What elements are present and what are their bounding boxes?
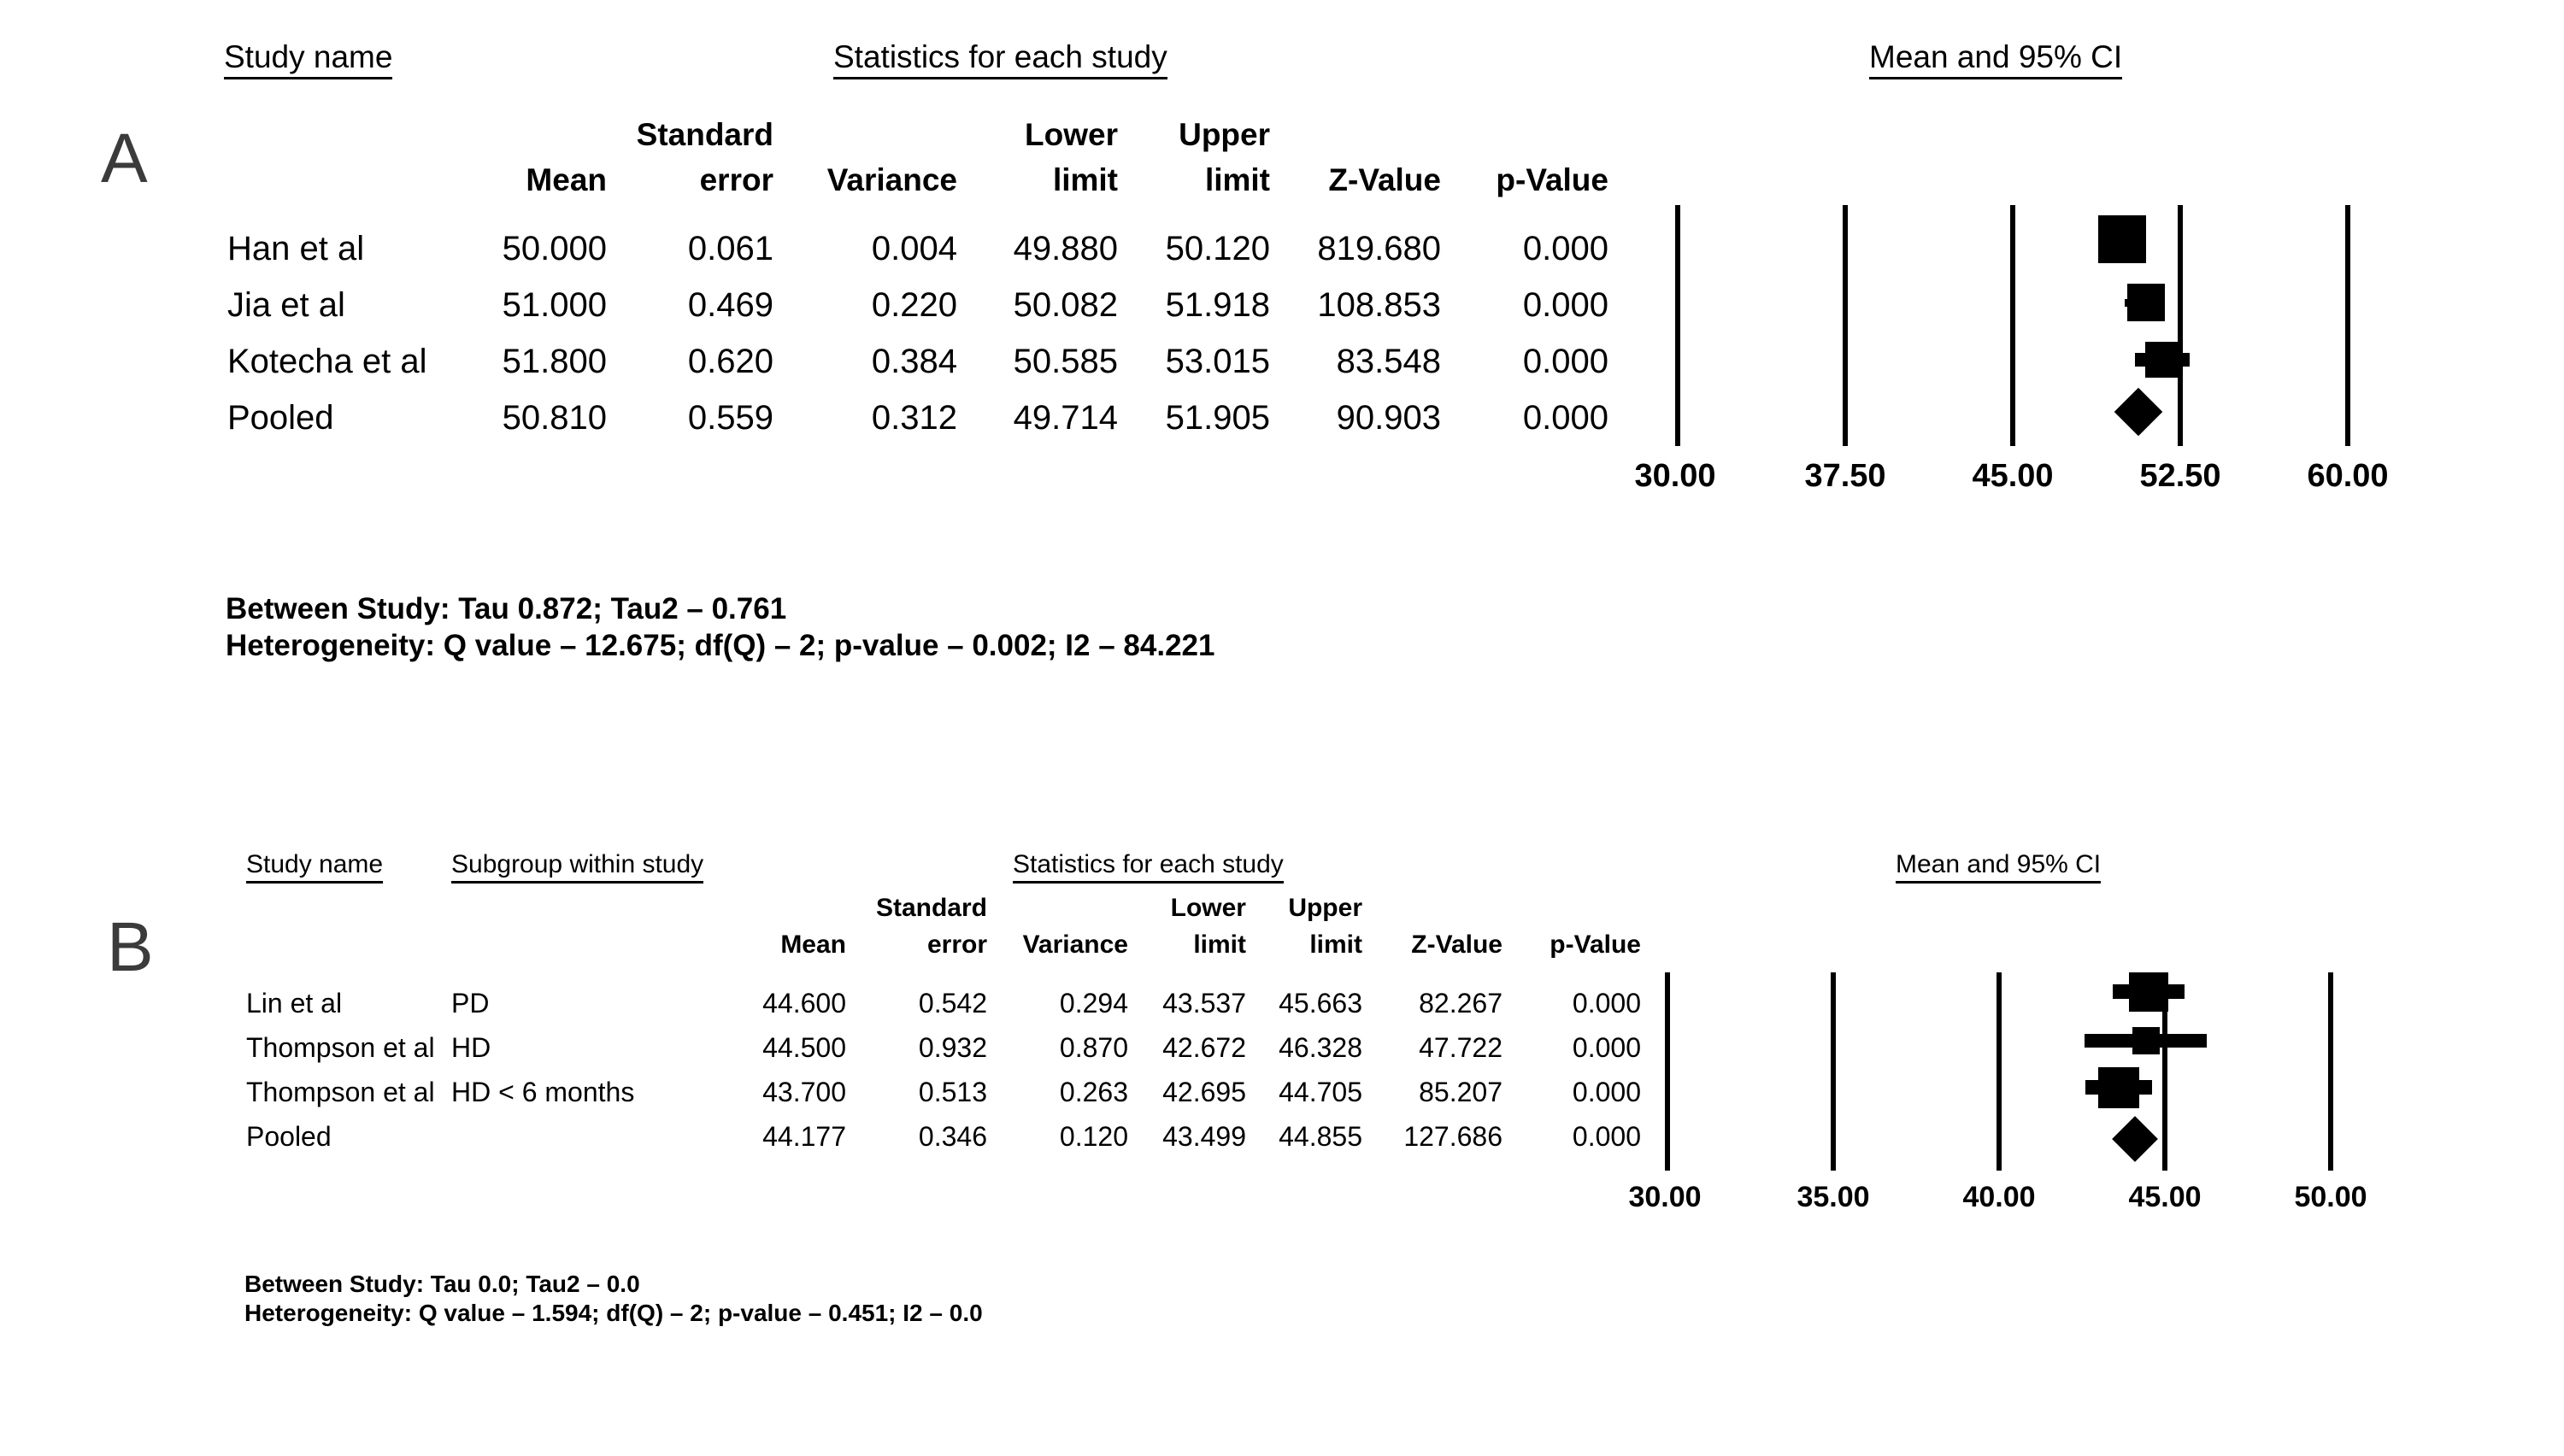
- panel-a-xtick-3: 52.50: [2139, 458, 2221, 494]
- panel-a-se: 0.559: [687, 399, 773, 437]
- panel-b-col-upper: Upper: [1288, 894, 1362, 922]
- panel-a-xtick-0: 30.00: [1634, 458, 1716, 494]
- panel-a-group-header-forest: Mean and 95% CI: [1869, 39, 2122, 79]
- panel-a-letter: A: [101, 120, 148, 197]
- panel-b-mean: 44.600: [762, 988, 846, 1019]
- panel-b-subgroup: PD: [451, 988, 490, 1019]
- panel-a-col-lower-limit: limit: [1052, 162, 1118, 197]
- panel-a-pvalue: 0.000: [1522, 286, 1608, 324]
- panel-b-marker-2: [2098, 1067, 2139, 1108]
- panel-b-pvalue: 0.000: [1572, 1077, 1641, 1107]
- panel-a-se: 0.620: [687, 343, 773, 380]
- panel-b-subgroup: HD: [451, 1032, 491, 1063]
- panel-a-mean: 51.000: [502, 286, 607, 324]
- panel-b-zvalue: 127.686: [1403, 1121, 1503, 1152]
- panel-a-forest-plot: [1634, 205, 2402, 494]
- panel-b-col-standard: Standard: [875, 894, 987, 922]
- panel-a-group-header-statistics: Statistics for each study: [833, 39, 1167, 79]
- panel-a-col-upper-limit: limit: [1204, 162, 1270, 197]
- panel-a-xtick-4: 60.00: [2307, 458, 2389, 494]
- panel-a-zvalue: 819.680: [1317, 230, 1441, 267]
- panel-b-pvalue: 0.000: [1572, 1121, 1641, 1152]
- panel-b-upper-limit: 44.855: [1279, 1121, 1362, 1152]
- panel-b-forest-plot: [1628, 972, 2391, 1213]
- panel-b-pvalue: 0.000: [1572, 988, 1641, 1019]
- panel-b-marker-0: [2129, 972, 2168, 1012]
- panel-a-col-pvalue: p-Value: [1496, 162, 1608, 197]
- panel-a-pvalue: 0.000: [1522, 399, 1608, 437]
- panel-a-se: 0.469: [687, 286, 773, 324]
- panel-a-study-name: Jia et al: [227, 286, 345, 324]
- panel-a-col-standard: Standard: [636, 117, 773, 152]
- panel-a-variance: 0.220: [871, 286, 957, 324]
- panel-a-group-header-study-name: Study name: [224, 39, 392, 79]
- panel-a-col-mean: Mean: [526, 162, 607, 197]
- panel-a-variance: 0.004: [871, 230, 957, 267]
- panel-a-xtick-2: 45.00: [1972, 458, 2054, 494]
- panel-a-gridline-60: [2345, 205, 2350, 446]
- panel-a-lower-limit: 50.082: [1013, 286, 1118, 324]
- panel-a-marker-1: [2127, 284, 2165, 321]
- panel-b-lower-limit: 42.672: [1162, 1032, 1246, 1063]
- panel-b-col-variance: Variance: [1022, 931, 1128, 959]
- panel-a-upper-limit: 51.918: [1165, 286, 1270, 324]
- panel-a-lower-limit: 49.714: [1013, 399, 1118, 437]
- panel-b-xtick-2: 40.00: [1962, 1181, 2036, 1213]
- panel-b-col-zvalue: Z-Value: [1411, 931, 1503, 959]
- panel-b-study-name: Thompson et al: [246, 1077, 435, 1107]
- panel-b-xtick-0: 30.00: [1628, 1181, 1702, 1213]
- panel-b-heterogeneity-note: Heterogeneity: Q value – 1.594; df(Q) – 2; p-value – 0.451; I2 – 0.0: [244, 1300, 983, 1326]
- panel-b-subgroup: HD < 6 months: [451, 1077, 635, 1107]
- panel-a-study-name: Pooled: [227, 399, 334, 437]
- panel-b-col-upper-limit: limit: [1309, 931, 1362, 959]
- panel-b-mean: 44.177: [762, 1121, 846, 1152]
- panel-b-xtick-3: 45.00: [2128, 1181, 2202, 1213]
- panel-b-col-mean: Mean: [780, 931, 846, 959]
- panel-b-se: 0.932: [918, 1032, 987, 1063]
- panel-a-upper-limit: 53.015: [1165, 343, 1270, 380]
- panel-a-zvalue: 90.903: [1336, 399, 1441, 437]
- panel-a-col-variance: Variance: [826, 162, 957, 197]
- panel-a-upper-limit: 50.120: [1165, 230, 1270, 267]
- panel-b-col-error: error: [926, 931, 987, 959]
- panel-a-gridline-37-5: [1843, 205, 1848, 446]
- panel-a-col-lower: Lower: [1025, 117, 1118, 152]
- panel-b-letter: B: [107, 908, 154, 986]
- panel-a-xtick-1: 37.50: [1804, 458, 1886, 494]
- panel-b-zvalue: 47.722: [1419, 1032, 1503, 1063]
- panel-b-upper-limit: 45.663: [1279, 988, 1362, 1019]
- panel-b-pvalue: 0.000: [1572, 1032, 1641, 1063]
- panel-b-marker-1: [2132, 1027, 2160, 1054]
- panel-a-reference-line-52-5: [2178, 205, 2183, 446]
- panel-a-pooled-diamond: [2114, 388, 2163, 437]
- panel-b-gridline-40: [1997, 972, 2002, 1171]
- panel-b-variance: 0.263: [1059, 1077, 1128, 1107]
- panel-a-gridline-45: [2010, 205, 2015, 446]
- panel-b-group-header-forest: Mean and 95% CI: [1896, 850, 2101, 884]
- panel-b-xtick-4: 50.00: [2294, 1181, 2367, 1213]
- panel-b-se: 0.346: [918, 1121, 987, 1152]
- panel-a-marker-2: [2145, 342, 2181, 378]
- panel-b-lower-limit: 42.695: [1162, 1077, 1246, 1107]
- panel-b-col-lower-limit: limit: [1193, 931, 1246, 959]
- panel-a-pvalue: 0.000: [1522, 230, 1608, 267]
- panel-a-se: 0.061: [687, 230, 773, 267]
- panel-b-variance: 0.294: [1059, 988, 1128, 1019]
- panel-b-lower-limit: 43.499: [1162, 1121, 1246, 1152]
- panel-b-variance: 0.870: [1059, 1032, 1128, 1063]
- panel-a-gridline-30: [1675, 205, 1680, 446]
- panel-b-upper-limit: 46.328: [1279, 1032, 1362, 1063]
- panel-b-upper-limit: 44.705: [1279, 1077, 1362, 1107]
- panel-a-heterogeneity-note: Heterogeneity: Q value – 12.675; df(Q) – 2; p-value – 0.002; I2 – 84.221: [226, 629, 1215, 662]
- panel-a-study-name: Kotecha et al: [227, 343, 427, 380]
- panel-a-lower-limit: 50.585: [1013, 343, 1118, 380]
- panel-b-se: 0.513: [918, 1077, 987, 1107]
- panel-b-group-header-study-name: Study name: [246, 850, 383, 884]
- panel-a-zvalue: 108.853: [1317, 286, 1441, 324]
- panel-b-col-pvalue: p-Value: [1550, 931, 1641, 959]
- panel-b-col-lower: Lower: [1170, 894, 1246, 922]
- panel-a-mean: 50.000: [502, 230, 607, 267]
- panel-b-study-name: Lin et al: [246, 988, 343, 1019]
- panel-b-xtick-1: 35.00: [1797, 1181, 1870, 1213]
- panel-a-mean: 51.800: [502, 343, 607, 380]
- panel-b-study-name: Pooled: [246, 1121, 332, 1152]
- panel-b-between-study-note: Between Study: Tau 0.0; Tau2 – 0.0: [244, 1271, 640, 1297]
- panel-b-se: 0.542: [918, 988, 987, 1019]
- panel-a-study-name: Han et al: [227, 230, 365, 267]
- panel-b-group-header-subgroup: Subgroup within study: [451, 850, 703, 884]
- panel-b-gridline-35: [1831, 972, 1836, 1171]
- panel-a-col-zvalue: Z-Value: [1328, 162, 1441, 197]
- panel-a-mean: 50.810: [502, 399, 607, 437]
- panel-a-upper-limit: 51.905: [1165, 399, 1270, 437]
- panel-b-gridline-30: [1665, 972, 1670, 1171]
- panel-a-between-study-note: Between Study: Tau 0.872; Tau2 – 0.761: [226, 592, 787, 625]
- panel-b-zvalue: 85.207: [1419, 1077, 1503, 1107]
- panel-a-zvalue: 83.548: [1336, 343, 1441, 380]
- panel-b-lower-limit: 43.537: [1162, 988, 1246, 1019]
- panel-b-study-name: Thompson et al: [246, 1032, 435, 1063]
- panel-b-mean: 44.500: [762, 1032, 846, 1063]
- panel-a-variance: 0.312: [871, 399, 957, 437]
- panel-a-col-upper: Upper: [1179, 117, 1270, 152]
- panel-b-pooled-diamond: [2112, 1116, 2158, 1162]
- panel-a-pvalue: 0.000: [1522, 343, 1608, 380]
- panel-a-marker-0: [2098, 215, 2146, 263]
- panel-b-zvalue: 82.267: [1419, 988, 1503, 1019]
- panel-b-gridline-50: [2328, 972, 2333, 1171]
- panel-b-group-header-statistics: Statistics for each study: [1013, 850, 1284, 884]
- panel-a-col-error: error: [699, 162, 773, 197]
- panel-b-variance: 0.120: [1059, 1121, 1128, 1152]
- panel-a-lower-limit: 49.880: [1013, 230, 1118, 267]
- panel-b-mean: 43.700: [762, 1077, 846, 1107]
- panel-a-variance: 0.384: [871, 343, 957, 380]
